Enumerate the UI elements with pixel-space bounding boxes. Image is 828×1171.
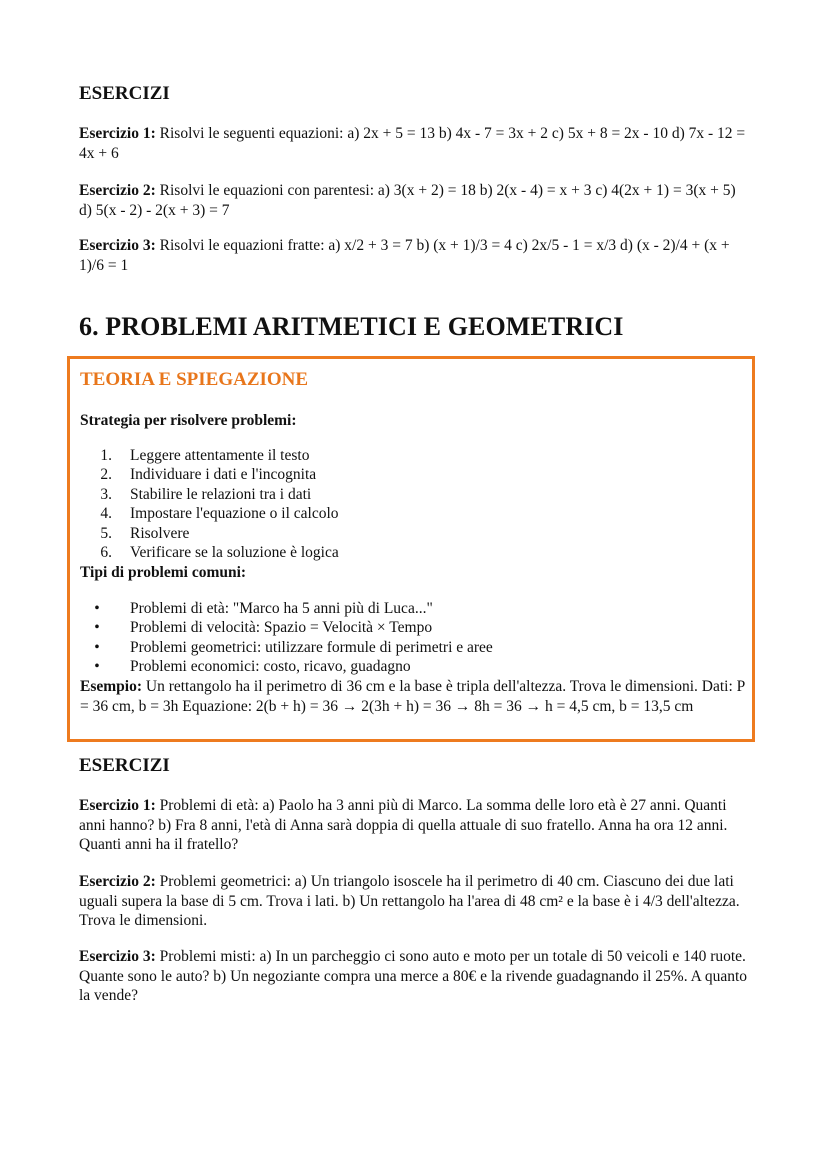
exercise-label: Esercizio 1: bbox=[79, 797, 156, 814]
exercise-text: Problemi misti: a) In un parcheggio ci sono auto e moto per un totale di 50 veicoli e 140 ruote. Quante sono le auto? b) Un negoziante compra una merce a 80€ e la rivende guadagnando il 25%. A quanto la vende? bbox=[79, 948, 747, 1004]
strategy-heading: Strategia per risolvere problemi: bbox=[80, 412, 297, 429]
exercise-text: Problemi di età: a) Paolo ha 3 anni più di Marco. La somma delle loro età è 27 anni. Quanti anni hanno? b) Fra 8 anni, l'età di Anna sarà doppia di quella attuale di suo fratello. Anna ha ora 12 anni. Quanti anni ha il fratello? bbox=[79, 797, 728, 853]
exercise-paragraph bbox=[79, 796, 749, 855]
bullet-icon: • bbox=[94, 638, 100, 656]
example-text: Un rettangolo ha il perimetro di 36 cm e la base è tripla dell'altezza. Trova le dimensioni. Dati: P = 36 cm, b = 3h Equazione: 2(b + h) = 36 → 2(3h + h) = 36 → 8h = 36 → h = 4,5 cm, b = 13,5 cm bbox=[80, 678, 745, 715]
exercise-paragraph bbox=[79, 947, 749, 1006]
exercise-label: Esercizio 2: bbox=[79, 182, 156, 199]
bullet-icon: • bbox=[94, 600, 100, 617]
exercise-label: Esercizio 1: bbox=[79, 125, 156, 142]
types-heading: Tipi di problemi comuni: bbox=[80, 564, 247, 581]
exercise-label: Esercizio 3: bbox=[79, 948, 156, 965]
theory-box: TEORIA E SPIEGAZIONE Strategia per risolvere problemi: 1. Leggere attentamente il testo 2. Individuare i dati e l'incognita 3. Stabilire le relazioni tra i dati 4. Impostare l'equazione o il calcolo 5. Risolvere 6. Verificare se la soluzione è logica Tipi di problemi comuni: • Problemi di età: "Marco ha 5 anni più di Luca..." • Problemi di velocità: Spazio = Velocità × Tempo • Problemi geometrici: utilizzare formule di perimetri e aree • Problemi economici: costo, ricavo, guadagno Esempio: Un rettangolo ha il perimetro di 36 cm e la base è tripla dell'altezza. Trova le dimensioni. Dati: P = 36 cm, b = 3h Equazione: 2(b + h) = 36 → 2(3h + h) = 36 → 8h = 36 → h = 4,5 cm, b = 13,5 cm bbox=[67, 356, 755, 742]
exercises-heading: ESERCIZI bbox=[79, 83, 170, 104]
exercise-paragraph bbox=[79, 124, 749, 163]
bullet-icon: • bbox=[94, 658, 100, 676]
exercise-text: Risolvi le equazioni con parentesi: a) 3(x + 2) = 18 b) 2(x - 4) = x + 3 c) 4(2x + 1) = 3(x + 5) d) 5(x - 2) - 2(x + 3) = 7 bbox=[79, 182, 736, 219]
exercise-text: Risolvi le equazioni fratte: a) x/2 + 3 = 7 b) (x + 1)/3 = 4 c) 2x/5 - 1 = x/3 d) (x - 2)/4 + (x + 1)/6 = 1 bbox=[79, 237, 730, 274]
exercise-text: Risolvi le seguenti equazioni: a) 2x + 5 = 13 b) 4x - 7 = 3x + 2 c) 5x + 8 = 2x - 10 d) 7x - 12 = 4x + 6 bbox=[79, 125, 746, 162]
section-title: 6. PROBLEMI ARITMETICI E GEOMETRICI bbox=[79, 312, 624, 341]
bullet-icon: • bbox=[94, 619, 100, 637]
exercise-paragraph bbox=[79, 236, 749, 275]
exercise-label: Esercizio 2: bbox=[79, 873, 156, 890]
exercise-paragraph bbox=[79, 872, 749, 931]
example-label: Esempio: bbox=[80, 678, 142, 695]
exercise-paragraph bbox=[79, 181, 749, 220]
exercises-heading: ESERCIZI bbox=[79, 755, 170, 776]
example-paragraph bbox=[80, 677, 748, 716]
exercise-label: Esercizio 3: bbox=[79, 237, 156, 254]
theory-title: TEORIA E SPIEGAZIONE bbox=[80, 369, 309, 390]
exercise-text: Problemi geometrici: a) Un triangolo isoscele ha il perimetro di 40 cm. Ciascuno dei due lati uguali supera la base di 5 cm. Trova i lati. b) Un rettangolo ha l'area di 48 cm² e la base è i 4/3 dell'altezza. Trova le dimensioni. bbox=[79, 873, 740, 929]
